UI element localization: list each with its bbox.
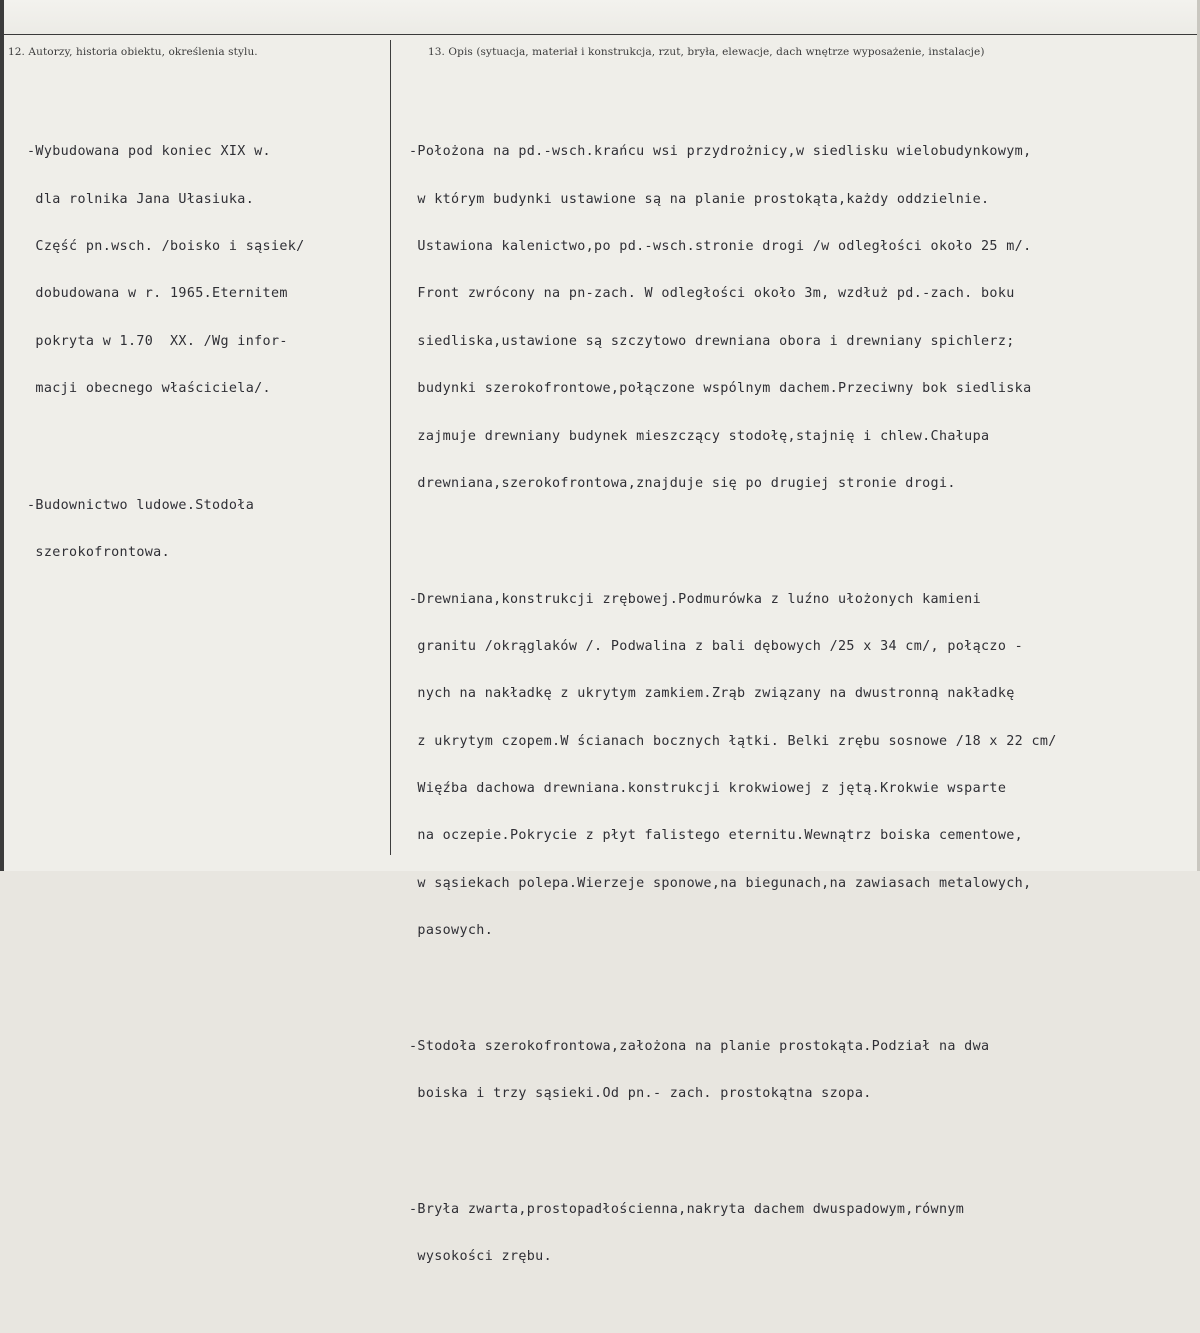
left-paragraph — [27, 113, 305, 429]
section-12-header: 12. Autorzy, historia obiektu, określenia stylu. — [8, 46, 258, 58]
right-paragraph — [409, 560, 1057, 971]
typed-line: nych na nakładkę z ukrytym zamkiem.Zrąb związany na dwustronną nakładkę — [409, 686, 1015, 702]
typed-line: boiska i trzy sąsieki.Od pn.- zach. prostokątna szopa. — [409, 1086, 872, 1102]
typed-line: -Wybudowana pod koniec XIX w. — [27, 144, 271, 160]
typed-line: Część pn.wsch. /boisko i sąsiek/ — [27, 238, 305, 254]
typed-line: drewniana,szerokofrontowa,znajduje się po drugiej stronie drogi. — [409, 475, 956, 491]
typed-line: dobudowana w r. 1965.Eternitem — [27, 286, 288, 302]
sheet-left-edge — [0, 0, 4, 871]
typed-line: budynki szerokofrontowe,połączone wspólnym dachem.Przeciwny bok siedliska — [409, 381, 1032, 397]
typed-line: z ukrytym czopem.W ścianach bocznych łątki. Belki zrębu sosnowe /18 x 22 cm/ — [409, 733, 1057, 749]
typed-line: -Bryła zwarta,prostopadłościenna,nakryta dachem dwuspadowym,równym — [409, 1201, 965, 1217]
right-paragraph — [409, 113, 1057, 524]
typed-line: -Budownictwo ludowe.Stodoła — [27, 497, 255, 513]
typed-line: pasowych. — [409, 923, 494, 939]
typed-line: Więźba dachowa drewniana.konstrukcji krokwiowej z jętą.Krokwie wsparte — [409, 781, 1007, 797]
typed-line: granitu /okrąglaków /. Podwalina z bali dębowych /25 x 34 cm/, połączo - — [409, 638, 1024, 654]
typed-line: Ustawiona kalenictwo,po pd.-wsch.stronie drogi /w odległości około 25 m/. — [409, 238, 1032, 254]
typed-line: pokryta w 1.70 XX. /Wg infor- — [27, 333, 288, 349]
typed-line: dla rolnika Jana Ułasiuka. — [27, 191, 255, 207]
typed-line: w sąsiekach polepa.Wierzeje sponowe,na biegunach,na zawiasach metalowych, — [409, 875, 1032, 891]
right-paragraph — [409, 1170, 1057, 1296]
column-divider — [390, 40, 391, 855]
left-paragraph — [27, 466, 305, 592]
typed-line: siedliska,ustawione są szczytowo drewniana obora i drewniany spichlerz; — [409, 333, 1015, 349]
section-13-typed-text — [409, 81, 1057, 1333]
right-paragraph — [409, 1007, 1057, 1133]
typed-line: Front zwrócony na pn-zach. W odległości około 3m, wzdłuż pd.-zach. boku — [409, 286, 1015, 302]
typed-line: -Stodoła szerokofrontowa,założona na planie prostokąta.Podział na dwa — [409, 1038, 990, 1054]
typed-line: szerokofrontowa. — [27, 545, 171, 561]
section-12-typed-text — [27, 81, 305, 630]
section-13-header: 13. Opis (sytuacja, materiał i konstrukcja, rzut, bryła, elewacje, dach wnętrze wyposażenie, instalacje) — [428, 46, 985, 58]
typed-line: na oczepie.Pokrycie z płyt falistego eternitu.Wewnątrz boiska cementowe, — [409, 828, 1024, 844]
typed-line: -Położona na pd.-wsch.krańcu wsi przydrożnicy,w siedlisku wielobudynkowym, — [409, 144, 1032, 160]
typed-line: -Drewniana,konstrukcji zrębowej.Podmurówka z luźno ułożonych kamieni — [409, 591, 982, 607]
typed-line: macji obecnego właściciela/. — [27, 381, 271, 397]
typed-line: zajmuje drewniany budynek mieszczący stodołę,stajnię i chlew.Chałupa — [409, 428, 990, 444]
sheet-top-margin — [0, 0, 1200, 35]
typed-line: w którym budynki ustawione są na planie prostokąta,każdy oddzielnie. — [409, 191, 990, 207]
typed-line: wysokości zrębu. — [409, 1249, 553, 1265]
